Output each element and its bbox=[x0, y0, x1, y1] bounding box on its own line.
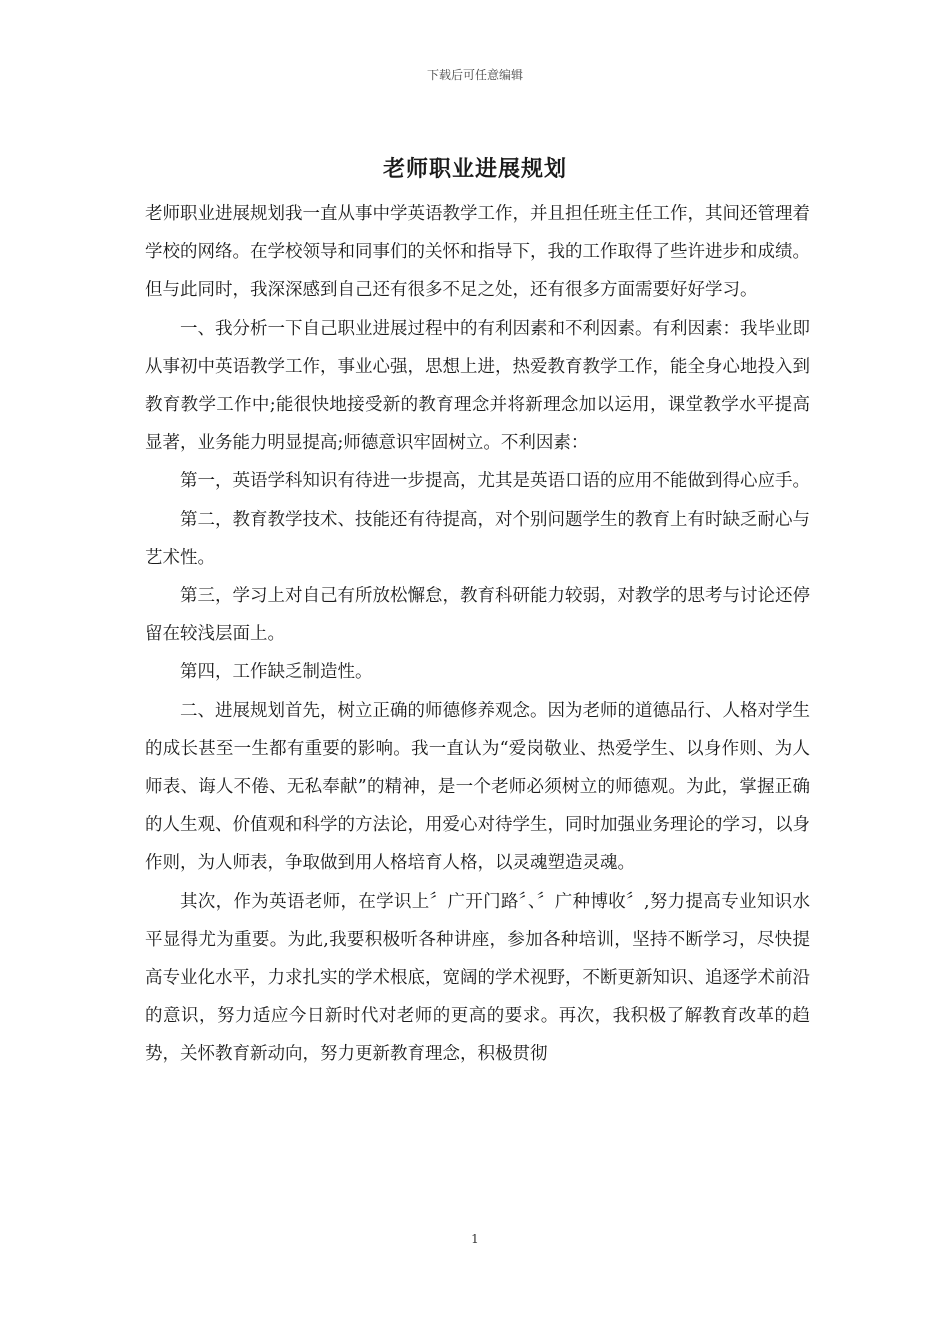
paragraph: 第三，学习上对自己有所放松懈怠，教育科研能力较弱，对教学的思考与讨论还停留在较浅层面上。 bbox=[145, 586, 810, 645]
page-number: 1 bbox=[471, 1232, 479, 1246]
paragraph: 第一，英语学科知识有待进一步提高，尤其是英语口语的应用不能做到得心应手。 bbox=[180, 471, 810, 492]
document-title: 老师职业进展规划 bbox=[382, 157, 567, 182]
paragraph: 第二，教育教学技术、技能还有待提高，对个别问题学生的教育上有时缺乏耐心与艺术性。 bbox=[145, 509, 810, 568]
paragraph: 第四，工作缺乏制造性。 bbox=[180, 662, 373, 683]
paragraph: 老师职业进展规划我一直从事中学英语教学工作，并且担任班主任工作，其间还管理着学校的网络。在学校领导和同事们的关怀和指导下，我的工作取得了些许进步和成绩。但与此同时，我深深感到自己还有很多不足之处，还有很多方面需要好好学习。 bbox=[145, 204, 810, 301]
document-body bbox=[145, 195, 810, 1074]
paragraph: 其次，作为英语老师，在学识上〞广开门路〞、〞广种博收〞,努力提高专业知识水平显得尤为重要。为此,我要积极听各种讲座，参加各种培训，坚持不断学习，尽快提高专业化水平，力求扎实的学术根底，宽阔的学术视野，不断更新知识、追逐学术前沿的意识，努力适应今日新时代对老师的更高的要求。再次，我积极了解教育改革的趋势，关怀教育新动向，努力更新教育理念，积极贯彻 bbox=[145, 891, 810, 1065]
header-note: 下载后可任意编辑 bbox=[426, 68, 523, 82]
paragraph: 一、我分析一下自己职业进展过程中的有利因素和不利因素。有利因素：我毕业即从事初中英语教学工作，事业心强，思想上进，热爱教育教学工作，能全身心地投入到教育教学工作中;能很快地接受新的教育理念并将新理念加以运用，课堂教学水平提高显著，业务能力明显提高;师德意识牢固树立。不利因素： bbox=[145, 318, 810, 454]
paragraph: 二、进展规划首先，树立正确的师德修养观念。因为老师的道德品行、人格对学生的成长甚至一生都有重要的影响。我一直认为“爱岗敬业、热爱学生、以身作则、为人师表、诲人不倦、无私奉献”的精神，是一个老师必须树立的师德观。为此，掌握正确的人生观、价值观和科学的方法论，用爱心对待学生，同时加强业务理论的学习，以身作则，为人师表，争取做到用人格培育人格，以灵魂塑造灵魂。 bbox=[145, 700, 810, 874]
